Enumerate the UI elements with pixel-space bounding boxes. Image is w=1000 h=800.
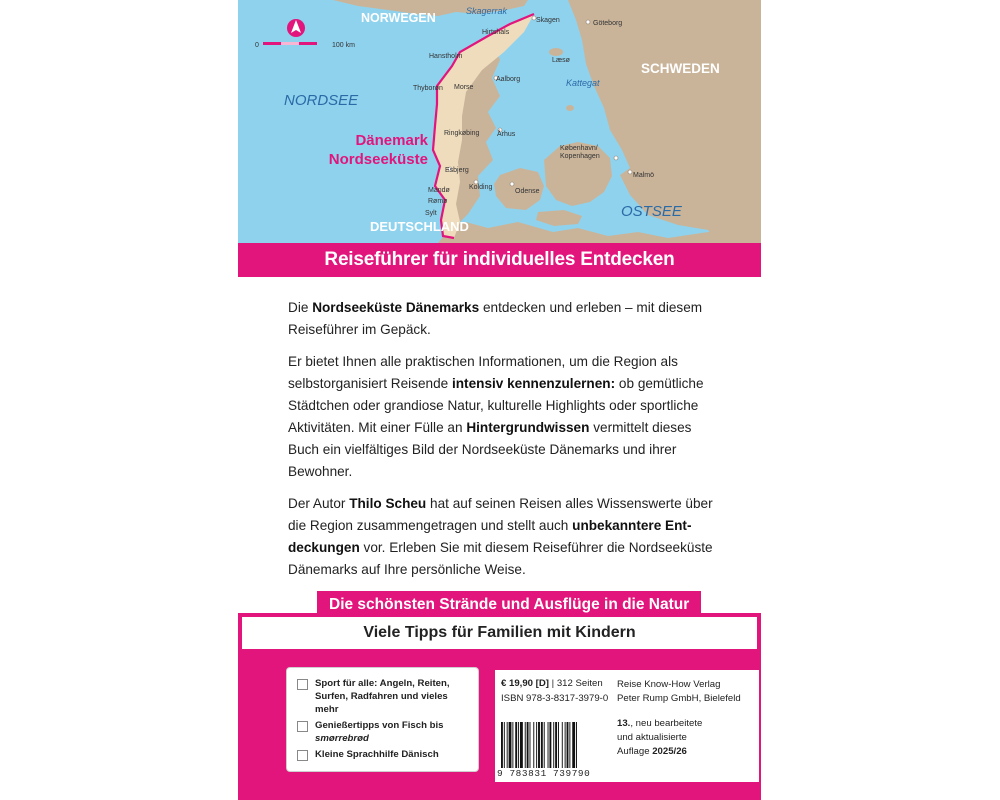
barcode-bar — [520, 722, 523, 768]
paragraph-2: Er bietet Ihnen alle praktischen Informationen, um die Region als selbstorganisiert Reisende intensiv kennenzulernen: ob gemütliche Städtchen oder grandiose Natur, kulturelle Highlights oder sportliche Aktivitäten. Mit einer Fülle an Hintergrundwissen vermittelt dieses Buch ein vielfältiges Bild der Nordseeküste Dänemarks und ihrer Bewohner. — [288, 354, 704, 479]
label-esbjerg: Esbjerg — [445, 167, 469, 174]
checkbox-icon — [297, 750, 308, 761]
label-laeso: Læsø — [552, 57, 570, 64]
label-kolding: Kolding — [469, 184, 493, 191]
barcode-bar — [527, 722, 529, 768]
price: € 19,90 [D] | 312 Seiten — [501, 678, 603, 689]
checkbox-icon — [297, 721, 308, 732]
paragraph-1: Die Nordseeküste Dänemarks entdecken und erleben – mit diesem Reiseführer im Gepäck. — [288, 300, 703, 337]
label-sylt: Sylt — [425, 210, 437, 217]
barcode-bar — [562, 722, 563, 768]
barcode-bar — [553, 722, 554, 768]
map-graphic — [238, 0, 761, 243]
feature-item: Kleine Sprachhilfe Dänisch — [297, 748, 470, 761]
book-back-cover — [238, 0, 761, 800]
label-thyboron: Thyborøn — [413, 85, 443, 92]
label-baltic: OSTSEE — [621, 203, 682, 220]
label-germany: DEUTSCHLAND — [370, 219, 469, 234]
barcode-bar — [507, 722, 508, 768]
barcode-bar — [576, 722, 577, 768]
barcode-bar — [512, 722, 513, 768]
label-scale-end: 100 km — [332, 42, 355, 49]
label-scale-start: 0 — [255, 42, 259, 49]
label-goteborg: Göteborg — [593, 20, 623, 27]
barcode-bar — [518, 722, 519, 768]
region-map — [238, 0, 761, 243]
label-mando: Mandø — [428, 187, 450, 194]
label-romo: Rømø — [428, 198, 448, 205]
barcode-bar — [549, 722, 551, 768]
publication-info — [495, 670, 759, 782]
barcode-bar — [504, 722, 505, 768]
scale-bar-3 — [299, 42, 317, 45]
dot-kobenhavn — [614, 156, 618, 160]
lolland-island — [536, 210, 582, 226]
barcode-bar — [501, 722, 503, 768]
label-region-line1: Dänemark — [355, 132, 428, 149]
label-aalborg: Aalborg — [496, 76, 521, 83]
barcode-bar — [515, 722, 517, 768]
label-ringkobing: Ringkøbing — [444, 130, 480, 137]
barcode-bar — [572, 722, 575, 768]
barcode-bar — [533, 722, 534, 768]
barcode-bar — [509, 722, 512, 768]
label-kobenhavn: København/ — [560, 145, 598, 152]
feature-list — [286, 667, 479, 772]
label-arhus: Århus — [497, 131, 516, 138]
feature-item: Sport für alle: Angeln, Reiten, Surfen, Radfahren und vieles mehr — [297, 677, 470, 716]
label-hanstholm: Hanstholm — [429, 53, 463, 60]
feature-item: Genießertipps von Fisch bis smørrebrød — [297, 719, 470, 745]
barcode — [499, 722, 605, 768]
barcode-bar — [538, 722, 540, 768]
anholt-island — [566, 105, 574, 111]
label-odense: Odense — [515, 188, 540, 195]
barcode-bar — [555, 722, 557, 768]
label-skagen: Skagen — [536, 17, 560, 24]
barcode-bar — [544, 722, 545, 768]
barcode-bar — [541, 722, 543, 768]
banner-headline: Reiseführer für individuelles Entdecken — [238, 243, 761, 277]
scale-bar-1 — [263, 42, 281, 45]
barcode-bar — [558, 722, 559, 768]
barcode-bar — [530, 722, 531, 768]
tagline-nature: Die schönsten Strände und Ausflüge in die Natur — [317, 591, 701, 618]
scale-bar-2 — [281, 42, 299, 45]
barcode-number: 9 783831 739790 — [497, 768, 591, 779]
label-kopenhagen: Kopenhagen — [560, 153, 600, 160]
label-sweden: SCHWEDEN — [641, 61, 720, 76]
checkbox-icon — [297, 679, 308, 690]
label-skagerrak: Skagerrak — [466, 6, 508, 16]
publisher: Reise Know-How Verlag Peter Rump GmbH, Bielefeld — [617, 679, 741, 704]
barcode-bar — [525, 722, 526, 768]
label-malmo: Malmö — [633, 172, 655, 179]
tagline-families: Viele Tipps für Familien mit Kindern — [242, 617, 757, 649]
label-hirtshals: Hirtshals — [482, 29, 510, 36]
isbn: ISBN 978-3-8317-3979-0 — [501, 693, 609, 704]
barcode-bar — [569, 722, 570, 768]
dot-malmo — [628, 170, 632, 174]
barcode-bar — [565, 722, 566, 768]
paragraph-3: Der Autor Thilo Scheu hat auf seinen Reisen alles Wissenswerte über die Region zusammengetragen und stellt auch unbekanntere Entdeckungen vor. Erleben Sie mit diesem Reiseführer die Nordseeküste Dänemarks auf Ihre persönliche Weise. — [288, 496, 713, 577]
label-kattegat: Kattegat — [566, 78, 600, 88]
barcode-bar — [536, 722, 537, 768]
barcode-bar — [567, 722, 569, 768]
description-text — [288, 297, 718, 591]
barcode-bar — [548, 722, 549, 768]
dot-goteborg — [586, 20, 590, 24]
page-count: | 312 Seiten — [551, 678, 603, 689]
label-morse: Morse — [454, 84, 474, 91]
laeso-island — [549, 48, 563, 56]
edition-info: 13., neu bearbeitete und aktualisierte Auflage 2025/26 — [617, 718, 703, 757]
dot-odense — [510, 182, 514, 186]
label-norway: NORWEGEN — [361, 11, 436, 25]
label-north-sea: NORDSEE — [284, 92, 359, 109]
label-region-line2: Nordseeküste — [328, 151, 428, 168]
